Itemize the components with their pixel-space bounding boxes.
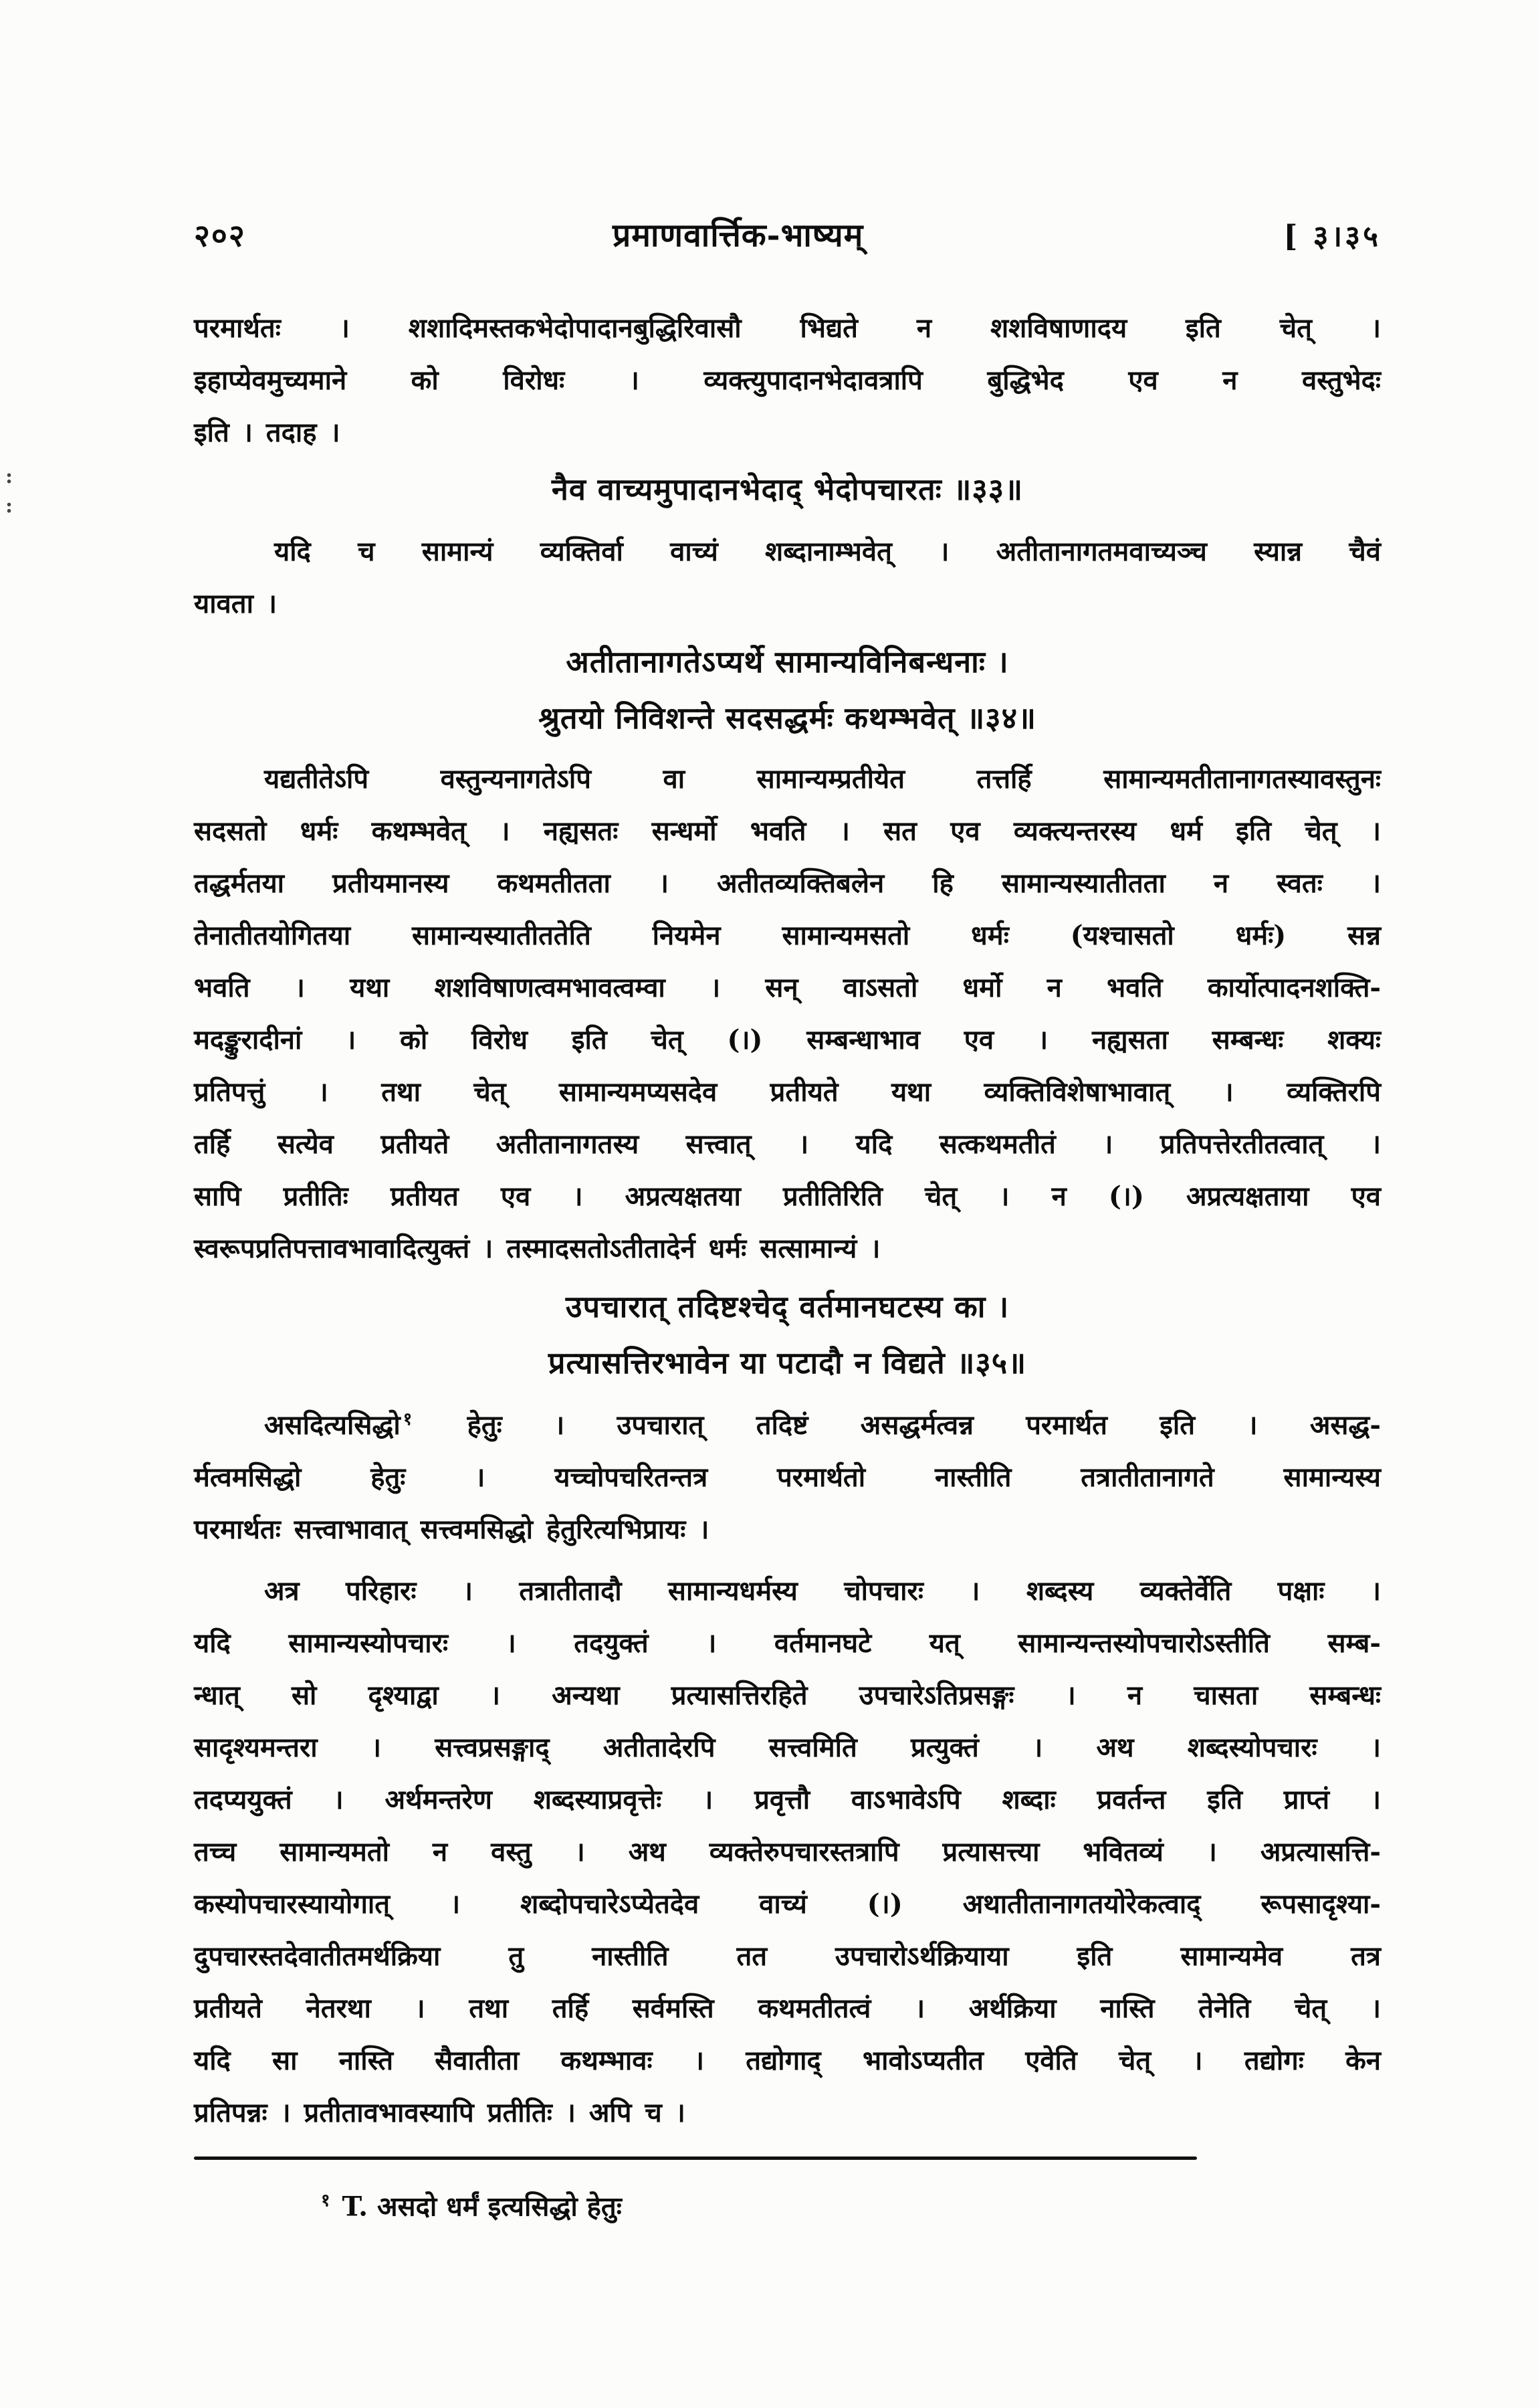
text-line: मदङ्कुरादीनां । को विरोध इति चेत् (।) सम्बन्धाभाव एव । नह्यसता सम्बन्धः शक्यः xyxy=(194,1024,1381,1056)
page-title: प्रमाणवार्त्तिक-भाष्यम् xyxy=(612,217,864,254)
text-line: अत्र परिहारः । तत्रातीतादौ सामान्यधर्मस्य चोपचारः । शब्दस्य व्यक्तेर्वेति पक्षाः । xyxy=(264,1575,1381,1607)
text-line: परमार्थतः सत्त्वाभावात् सत्त्वमसिद्धो हेतुरित्यभिप्रायः । xyxy=(194,1514,709,1545)
text-line: र्मत्वमसिद्धो हेतुः । यच्चोपचरितन्तत्र परमार्थतो नास्तीति तत्रातीतानागते सामान्यस्य xyxy=(194,1462,1381,1493)
text-line-with-footnote-ref xyxy=(194,1399,1381,1451)
text-line: तेनातीतयोगितया सामान्यस्यातीततेति नियमेन सामान्यमसतो धर्मः (यश्चासतो धर्मः) सन्न xyxy=(194,920,1381,951)
text-line: प्रतीयते नेतरथा । तथा तर्हि सर्वमस्ति कथमतीतत्वं । अर्थक्रिया नास्ति तेनेति चेत् । xyxy=(194,1993,1381,2024)
text-line: यावता । xyxy=(194,588,278,619)
footnote-text: T. असदो धर्मं इत्यसिद्धो हेतुः xyxy=(342,2191,622,2223)
text-line: तदप्ययुक्तं । अर्थमन्तरेण शब्दस्याप्रवृत्तेः । प्रवृत्तौ वाऽभावेऽपि शब्दाः प्रवर्तन्त इति प्राप्तं । xyxy=(194,1784,1381,1815)
text-line: प्रतिपन्नः । प्रतीतावभावस्यापि प्रतीतिः । अपि च । xyxy=(194,2097,685,2128)
paragraph-4 xyxy=(194,1399,1381,1556)
text-line: इहाप्येवमुच्यमाने को विरोधः । व्यक्त्युपादानभेदावत्रापि बुद्धिभेद एव न वस्तुभेदः xyxy=(194,365,1381,396)
text-line: यदि च सामान्यं व्यक्तिर्वा वाच्यं शब्दानाम्भवेत् । अतीतानागतमवाच्यञ्च स्यान्न चैवं xyxy=(274,536,1381,567)
chapter-verse-ref: [ ३।३५ xyxy=(1283,219,1381,254)
text-line: दुपचारस्तदेवातीतमर्थक्रिया तु नास्तीति तत उपचारोऽर्थक्रियाया इति सामान्यमेव तत्र xyxy=(194,1940,1381,1972)
footnote xyxy=(194,2177,1381,2230)
text-line: सापि प्रतीतिः प्रतीयत एव । अप्रत्यक्षतया प्रतीतिरिति चेत् । न (।) अप्रत्यक्षताया एव xyxy=(194,1181,1381,1212)
text-segment: असदित्यसिद्धो xyxy=(264,1409,401,1441)
text-line: सादृश्यमन्तरा । सत्त्वप्रसङ्गाद् अतीतादेरपि सत्त्वमिति प्रत्युक्तं । अथ शब्दस्योपचारः । xyxy=(194,1732,1381,1763)
text-line: न्धात् सो दृश्याद्वा । अन्यथा प्रत्यासत्तिरहिते उपचारेऽतिप्रसङ्गः । न चासता सम्बन्धः xyxy=(194,1680,1381,1711)
text-line: भवति । यथा शशविषाणत्वमभावत्वम्वा । सन् वाऽसतो धर्मो न भवति कार्योत्पादनशक्ति- xyxy=(194,972,1381,1003)
page-header xyxy=(194,213,1381,256)
body-text xyxy=(194,302,1381,2230)
text-line: इति । तदाह । xyxy=(194,417,340,448)
paragraph-5 xyxy=(194,1565,1381,2139)
verse-line: उपचारात् तदिष्टश्चेद् वर्तमानघटस्य का । xyxy=(565,1289,1010,1324)
verse-line: प्रत्यासत्तिरभावेन या पटादौ न विद्यते ॥३५॥ xyxy=(548,1345,1027,1381)
text-line: यदि सा नास्ति सैवातीता कथम्भावः । तद्योगाद् भावोऽप्यतीत एवेति चेत् । तद्योगः केन xyxy=(194,2045,1381,2076)
verse-33: नैव वाच्यमुपादानभेदाद् भेदोपचारतः ॥३३॥ xyxy=(551,472,1024,507)
text-line: तच्च सामान्यमतो न वस्तु । अथ व्यक्तेरुपचारस्तत्रापि प्रत्यासत्त्या भवितव्यं । अप्रत्यासत्ति- xyxy=(194,1836,1381,1868)
footnote-reference-marker: १ xyxy=(403,1409,413,1429)
footnote-divider xyxy=(194,2156,1197,2160)
text-line: परमार्थतः । शशादिमस्तकभेदोपादानबुद्धिरिवासौ भिद्यते न शशविषाणादय इति चेत् । xyxy=(194,312,1381,344)
footnote-marker: १ xyxy=(321,2191,330,2211)
text-line: यदि सामान्यस्योपचारः । तदयुक्तं । वर्तमानघटे यत् सामान्यन्तस्योपचारोऽस्तीति सम्ब- xyxy=(194,1627,1381,1659)
verse-line: श्रुतयो निविशन्ते सदसद्धर्मः कथम्भवेत् ॥३४॥ xyxy=(538,700,1036,736)
text-segment: हेतुः । उपचारात् तदिष्टं असद्धर्मत्वन्न परमार्थत इति । असद्ध- xyxy=(415,1409,1381,1441)
margin-speck: : xyxy=(5,494,13,518)
paragraph-3 xyxy=(194,753,1381,1275)
text-line: सदसतो धर्मः कथम्भवेत् । नह्यसतः सन्धर्मो भवति । सत एव व्यक्त्यन्तरस्य धर्म इति चेत् । xyxy=(194,815,1381,847)
verse-34 xyxy=(194,634,1381,746)
text-line: प्रतिपत्तुं । तथा चेत् सामान्यमप्यसदेव प्रतीयते यथा व्यक्तिविशेषाभावात् । व्यक्तिरपि xyxy=(194,1076,1381,1108)
page-number: २०२ xyxy=(194,217,246,254)
text-line: तद्धर्मतया प्रतीयमानस्य कथमतीतता । अतीतव्यक्तिबलेन हि सामान्यस्यातीतता न स्वतः । xyxy=(194,868,1381,899)
text-line: यद्यतीतेऽपि वस्तुन्यनागतेऽपि वा सामान्यम्प्रतीयेत तत्तर्हि सामान्यमतीतानागतस्यावस्तुनः xyxy=(264,763,1381,795)
text-line: तर्हि सत्येव प्रतीयते अतीतानागतस्य सत्त्वात् । यदि सत्कथमतीतं । प्रतिपत्तेरतीतत्वात् । xyxy=(194,1128,1381,1160)
verse-35 xyxy=(194,1279,1381,1391)
paragraph-1 xyxy=(194,302,1381,459)
paragraph-2 xyxy=(194,526,1381,630)
verse-line: अतीतानागतेऽप्यर्थे सामान्यविनिबन्धनाः । xyxy=(566,644,1009,680)
margin-speck: : xyxy=(5,465,13,488)
text-line: स्वरूपप्रतिपत्तावभावादित्युक्तं । तस्मादसतोऽतीतादेर्न धर्मः सत्सामान्यं । xyxy=(194,1233,881,1264)
text-line: कस्योपचारस्यायोगात् । शब्दोपचारेऽप्येतदेव वाच्यं (।) अथातीतानागतयोरेकत्वाद् रूपसादृश्या- xyxy=(194,1888,1381,1920)
